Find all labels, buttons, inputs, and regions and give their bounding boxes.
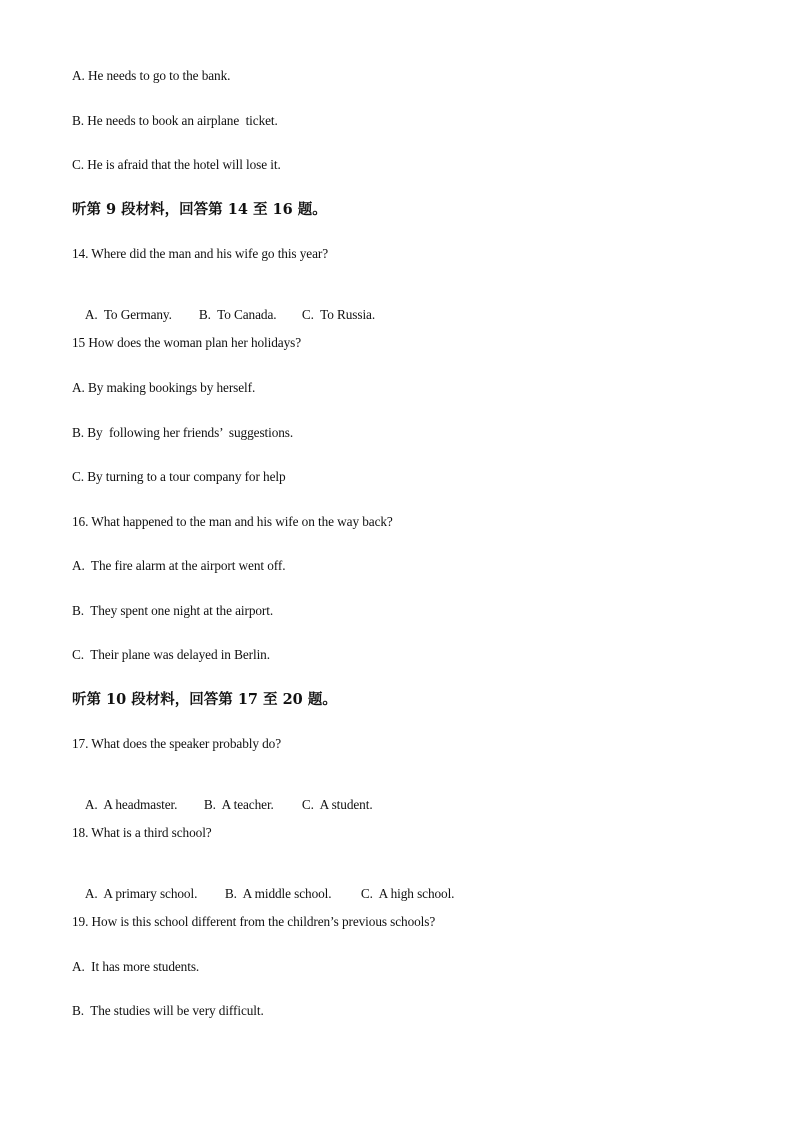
q14-option-c: C. To Russia. bbox=[301, 307, 376, 322]
q14-option-b: B. To Canada. bbox=[198, 307, 277, 322]
q14-option-a: A. To Germany. bbox=[84, 307, 172, 322]
q19-option-b: B. The studies will be very difficult. bbox=[72, 1003, 264, 1018]
section-9-heading: 听第 9 段材料，回答第 14 至 16 题。 bbox=[72, 201, 327, 218]
q18-option-c: C. A high school. bbox=[360, 886, 455, 901]
q13-option-b: B. He needs to book an airplane ticket. bbox=[72, 113, 278, 128]
q14-question: 14. Where did the man and his wife go this year? bbox=[72, 246, 329, 261]
q16-question: 16. What happened to the man and his wife on the way back? bbox=[72, 514, 393, 529]
q15-question: 15 How does the woman plan her holidays? bbox=[72, 335, 302, 350]
q16-option-c: C. Their plane was delayed in Berlin. bbox=[72, 647, 270, 662]
q13-option-a: A. He needs to go to the bank. bbox=[72, 68, 231, 83]
q13-option-c: C. He is afraid that the hotel will lose it. bbox=[72, 157, 281, 172]
q18-option-a: A. A primary school. bbox=[84, 886, 198, 901]
section-10-heading: 听第 10 段材料，回答第 17 至 20 题。 bbox=[72, 691, 337, 708]
q19-question: 19. How is this school different from the children’s previous schools? bbox=[72, 914, 436, 929]
q16-option-b: B. They spent one night at the airport. bbox=[72, 603, 274, 618]
q17-option-b: B. A teacher. bbox=[203, 797, 274, 812]
q18-options bbox=[72, 870, 454, 918]
q17-question: 17. What does the speaker probably do? bbox=[72, 736, 282, 751]
q15-option-c: C. By turning to a tour company for help bbox=[72, 469, 286, 484]
q17-option-c: C. A student. bbox=[301, 797, 373, 812]
q16-option-a: A. The fire alarm at the airport went off. bbox=[72, 558, 286, 573]
q19-option-a: A. It has more students. bbox=[72, 959, 200, 974]
q15-option-a: A. By making bookings by herself. bbox=[72, 380, 256, 395]
q17-option-a: A. A headmaster. bbox=[84, 797, 178, 812]
q17-options bbox=[72, 781, 373, 829]
q18-question: 18. What is a third school? bbox=[72, 825, 212, 840]
q14-options bbox=[72, 291, 375, 339]
q18-option-b: B. A middle school. bbox=[224, 886, 332, 901]
q15-option-b: B. By following her friends’ suggestions. bbox=[72, 425, 294, 440]
